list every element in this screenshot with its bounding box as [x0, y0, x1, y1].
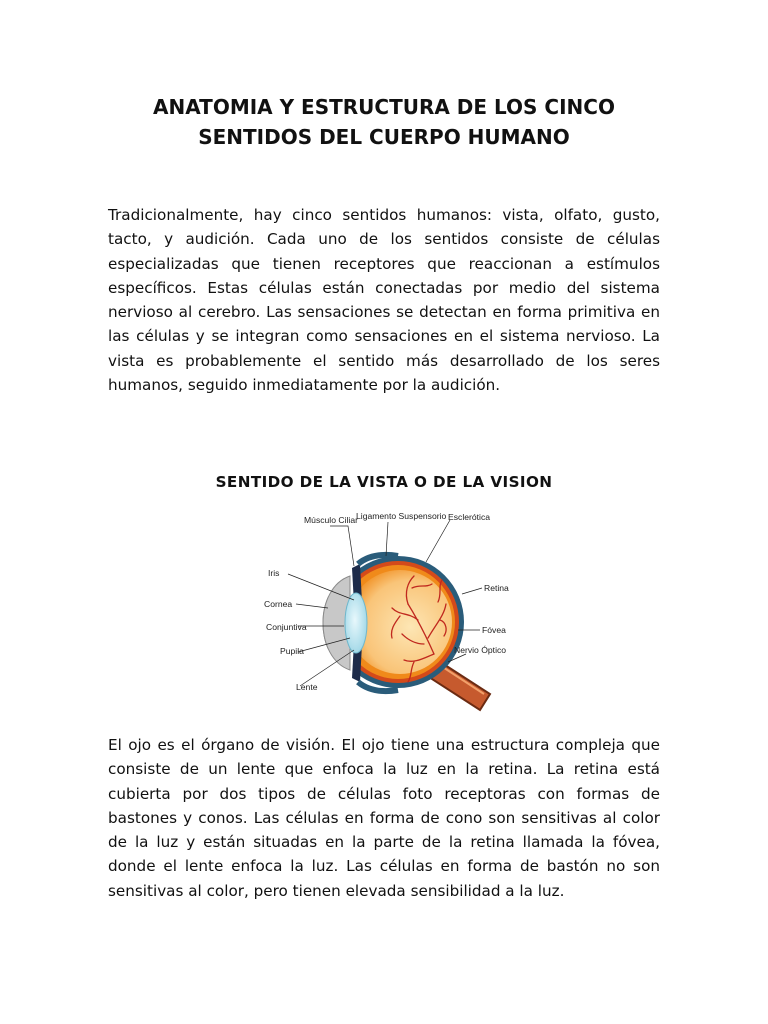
label-ligamento: Ligamento Suspensorio — [356, 511, 447, 521]
eye-diagram — [258, 504, 516, 726]
title-line-2: SENTIDOS DEL CUERPO HUMANO — [198, 125, 570, 149]
label-pupila: Pupila — [280, 646, 304, 656]
label-cornea: Cornea — [264, 599, 293, 609]
eye-anatomy-figure — [258, 504, 516, 726]
label-nervio-optico: Nervio Óptico — [454, 645, 507, 655]
label-fovea: Fóvea — [482, 625, 506, 635]
label-lente: Lente — [296, 682, 318, 692]
label-retina: Retina — [484, 583, 509, 593]
lens-shape — [345, 593, 367, 653]
page-title — [108, 92, 660, 152]
section-heading: SENTIDO DE LA VISTA O DE LA VISION — [215, 473, 553, 491]
label-conjuntiva: Conjuntiva — [266, 622, 307, 632]
body-paragraph: El ojo es el órgano de visión. El ojo tiene una estructura compleja que consiste de un lente que enfoca la luz en la retina. La retina está cubierta por dos tipos de células foto receptoras con formas de bastones y conos. Las células en forma de cono son sensitivas al color de la luz y están situadas en la parte de la retina llamada la fóvea, donde el lente enfoca la luz. Las células en forma de bastón no son sensitivas al color, pero tienen elevada sensibilidad a la luz. — [108, 736, 660, 900]
intro-paragraph: Tradicionalmente, hay cinco sentidos humanos: vista, olfato, gusto, tacto, y audición. Cada uno de los sentidos consiste de células especializadas que tienen receptores que reaccionan a estímulos específicos. Estas células están conectadas por medio del sistema nervioso al cerebro. Las sensaciones se detectan en forma primitiva en las células y se integran como sensaciones en el sistema nervioso. La vista es probablemente el sentido más desarrollado de los seres humanos, seguido inmediatamente por la audición. — [108, 206, 660, 395]
label-esclerotica: Esclerótica — [448, 512, 491, 522]
title-line-1: ANATOMIA Y ESTRUCTURA DE LOS CINCO — [153, 95, 615, 119]
label-musculo-ciliar: Músculo Ciliar — [304, 515, 358, 525]
label-iris: Iris — [268, 568, 280, 578]
